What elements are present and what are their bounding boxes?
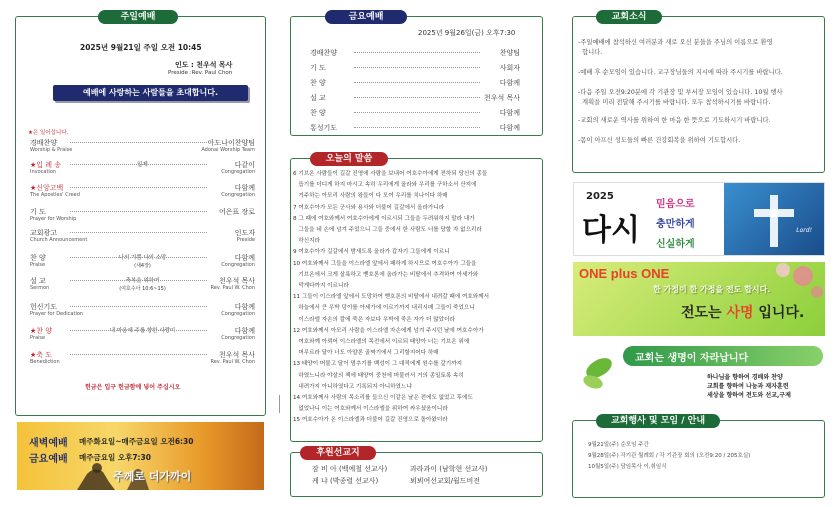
order-item-leader-en: Preside xyxy=(236,237,255,243)
verse-line: 9 여호수아가 길갈에서 밤새도록 올라가 갑자기 그들에게 이르니 xyxy=(293,249,450,256)
news-item: -다음 주일 오전9:20분에 각 기관장 및 부서장 모임이 있습니다. 10월 행사 xyxy=(578,89,783,96)
verse-line: 막게다까지 이르니라 xyxy=(293,283,349,289)
leader-dots xyxy=(70,211,207,212)
order-item-name: ★입 례 송 xyxy=(30,161,62,169)
friday-item xyxy=(310,78,520,88)
order-item-subdetail: (여호수아 10:6~15) xyxy=(119,286,166,292)
dawn-time: 매주화요일~매주금요일 오전6:30 xyxy=(79,437,194,446)
friday-item-name: 기 도 xyxy=(310,64,326,72)
order-item-name: 경배찬양 xyxy=(30,139,58,147)
friday-item-leader: 다함께 xyxy=(499,109,520,117)
verse-line: 7 여호수아가 모든 군사와 용사와 더불어 길갈에서 올라가니라 xyxy=(293,204,445,211)
sunday-title: 주일예배 xyxy=(98,10,178,24)
order-item-leader: 다함께 xyxy=(234,184,255,192)
news-item: 계획을 미리 전달해 주시기를 바랍니다. 모두 참석하시기를 바랍니다. xyxy=(578,99,771,106)
friday-item-leader: 다함께 xyxy=(499,79,520,87)
verse-line: 13 태양이 머물고 달이 멈추기를 백성이 그 대적에게 원수를 갚기까지 xyxy=(293,361,463,368)
banner-line1b: 충만하게 xyxy=(656,219,695,230)
banner-line1 xyxy=(656,195,695,210)
verse-line: 기브온에서 크게 살륙하고 벧호론에 올라가는 비탈에서 추격하여 아세가와 xyxy=(293,271,479,278)
order-item-leader-en: Congregation xyxy=(221,169,255,175)
order-item-subdetail: (새4장) xyxy=(134,263,151,269)
order-item-name: 설 교 xyxy=(30,277,46,285)
order-item-name: 교회광고 xyxy=(30,229,58,237)
welcome-banner: 예배에 사랑하는 사람들을 초대합니다. xyxy=(53,85,248,101)
order-item-en: The Apostles' Creed xyxy=(30,192,80,198)
missionary-b1: 과라과이 (남학현 선교사) xyxy=(410,465,488,473)
dawn-title: 새벽예배 xyxy=(29,438,68,449)
verse-line: 15 여호수아가 온 이스라엘과 더불어 길갈 진영으로 돌아왔더라 xyxy=(293,417,448,424)
friday-title: 금요예배 xyxy=(325,10,407,24)
friday-dots xyxy=(354,112,480,113)
order-item xyxy=(30,326,255,346)
banner-one-line2 xyxy=(681,302,804,322)
leader-dots xyxy=(70,306,207,307)
order-item-name: ★찬 양 xyxy=(30,327,53,335)
friday-title-banner: 금요예배 xyxy=(29,454,68,465)
event-item: 9월28일(주) 각기관 월례회 / 각 기관장 회의 (오전9:20 / 205호실) xyxy=(588,453,751,459)
friday-item-name: 경배찬양 xyxy=(310,49,338,57)
leaf-icon xyxy=(579,348,619,398)
order-item-en: Prayer for Dedication xyxy=(30,311,84,317)
verse-line: 내려가지 아니하였다고 기록되지 아니하였느냐 xyxy=(293,383,412,390)
order-item xyxy=(30,160,255,180)
order-item-en: Sermon xyxy=(30,285,50,291)
order-item-leader-en: Adonai Worship Team xyxy=(201,147,255,153)
missionary-title: 후원선교지 xyxy=(300,446,376,460)
friday-datetime: 2025년 9월26일(금) 오후7:30 xyxy=(418,29,516,37)
friday-dots xyxy=(354,97,480,98)
verse-line: 하신지라 xyxy=(293,238,320,245)
order-item-leader: 아도나이찬양팀 xyxy=(207,139,255,147)
verse-line: 거주하는 아모리 사람의 왕들이 다 모여 우리를 치나이다 하매 xyxy=(293,193,448,200)
order-item-name: 기 도 xyxy=(30,208,46,216)
order-item-en: Benediction xyxy=(30,359,60,365)
order-item xyxy=(30,302,255,322)
banner-line1a: 믿음으로 xyxy=(656,199,695,210)
verse-line: 12 여호와께서 아모리 사람을 이스라엘 자손에게 넘겨 주시던 날에 여호수아가 xyxy=(293,327,484,334)
order-item-detail: 나의 기쁨 나의 소망 xyxy=(118,255,167,261)
friday-item xyxy=(310,123,520,133)
news-item: -몸이 아프신 성도들의 빠른 건강회복을 위하여 기도합시다. xyxy=(578,137,741,144)
banner-big-word: 다시 xyxy=(582,213,640,248)
friday-item-leader: 찬양팀 xyxy=(499,49,520,57)
news-item: -교회의 새로운 역사를 위하여 한 마음 한 뜻으로 기도하시기 바랍니다. xyxy=(578,117,771,124)
order-item-en: Prayer for Worship xyxy=(30,216,77,222)
missionary-row xyxy=(312,476,378,486)
order-item xyxy=(30,207,255,227)
dawn-worship-banner xyxy=(17,422,264,490)
verse-line: 머무르라 달아 너도 아얄론 골짜기에서 그리할지어다 하매 xyxy=(293,350,439,357)
verse-line: 11 그들이 이스라엘 앞에서 도망하여 벧호론의 비탈에서 내려갈 때에 여호와께서 xyxy=(293,294,490,301)
friday-item xyxy=(310,48,520,58)
news-item: -주일예배에 참석하신 여러분과 새로 오신 분들을 주님의 이름으로 환영 xyxy=(578,39,773,46)
leader-dots xyxy=(70,280,207,281)
friday-item-leader: 천우석 목사 xyxy=(483,94,520,102)
order-item xyxy=(30,253,255,273)
order-item-leader-en: Congregation xyxy=(221,262,255,268)
order-item xyxy=(30,350,255,370)
growth-line2: 교회를 향하여 나눔과 재자훈련 xyxy=(707,383,789,390)
order-item-en: Worship & Praise xyxy=(30,147,73,153)
friday-item xyxy=(310,108,520,118)
growth-line3: 세상을 향하여 전도와 선교,구제 xyxy=(707,392,791,399)
banner-growth xyxy=(573,342,825,404)
order-item-leader: 천우석 목사 xyxy=(218,351,255,359)
verse-line: 6 기브온 사람들이 길갈 진영에 사람을 보내어 여호수아에게 전하되 당신의 종들 xyxy=(293,171,488,177)
leader-dots xyxy=(70,257,207,258)
order-item xyxy=(30,276,255,296)
page-divider xyxy=(279,395,280,413)
event-item: 9월21일(주) 순모임 주간 xyxy=(588,442,649,448)
friday-time-banner: 매주금요일 오후7:30 xyxy=(79,453,151,462)
offering-note: 헌금은 입구 헌금함에 넣어 주십시오 xyxy=(85,384,181,391)
missionary-b2: 뵈뵈여선교회/월드비전 xyxy=(410,477,480,485)
verse-line: 하였느니라 야살의 책에 태양이 중천에 머물러서 거의 종일토록 속히 xyxy=(293,372,464,379)
friday-dots xyxy=(354,52,480,53)
friday-dots xyxy=(354,127,480,128)
leader-dots xyxy=(70,164,207,165)
friday-item-name: 찬 양 xyxy=(310,109,326,117)
order-item-name: 찬 양 xyxy=(30,254,46,262)
verse-line: 14 여호와께서 사람의 목소리를 들으신 이같은 날은 전에도 없었고 후에도 xyxy=(293,395,473,401)
verse-line: 없었나니 이는 여호와께서 이스라엘을 위하여 싸우셨음이니라 xyxy=(293,406,448,413)
leader-dots xyxy=(70,232,207,233)
missionary-row xyxy=(410,464,488,474)
dawn-tagline: 주께로 더가까이 xyxy=(113,470,192,483)
verse-line: 10 여호와께서 그들을 이스라엘 앞에서 패하게 하시므로 여호수아가 그들을 xyxy=(293,260,477,267)
order-item-leader: 인도자 xyxy=(234,229,255,237)
banner-one-plus-one xyxy=(573,262,825,336)
order-item-leader: 어은표 장로 xyxy=(218,208,255,216)
banner-one-line2a: 전도는 xyxy=(681,305,722,321)
friday-dots xyxy=(354,82,480,83)
one-plus-one-label: ONE plus ONE xyxy=(579,266,670,281)
banner-one-line1: 한 가정이 한 가정을 전도 합시다. xyxy=(653,285,771,294)
order-item-name: 헌신기도 xyxy=(30,303,58,311)
banner-year: 2025 xyxy=(586,191,614,202)
order-item-en: Praise xyxy=(30,335,46,341)
order-item-leader-en: Rev. Paul W. Chon xyxy=(210,359,255,365)
missionary-a2: 케 냐 (박종렬 선교사) xyxy=(312,477,379,485)
order-item-name: ★신앙고백 xyxy=(30,184,64,192)
order-item xyxy=(30,183,255,203)
sunday-datetime: 2025년 9월21일 주일 오전 10:45 xyxy=(80,43,202,52)
stand-note: ★은 일어섭니다. xyxy=(28,130,69,136)
order-item-leader: 다같이 xyxy=(234,161,255,169)
cross-icon xyxy=(744,191,804,251)
order-item-detail: 내 마음에 주를 향한 사랑이 xyxy=(109,328,176,334)
verse-line: 그들을 네 손에 넘겨 주었으니 그들 중에서 한 사람도 너를 당할 자 없으리라 xyxy=(293,227,482,233)
leader-dots xyxy=(70,354,207,355)
sunday-leader: 인도 : 천우석 목사 xyxy=(175,61,233,69)
verse-line: 하늘에서 큰 우박 덩이를 아세가에 이르기까지 내리시매 그들이 죽었으니 xyxy=(293,305,475,312)
leader-dots xyxy=(70,330,207,331)
order-item-detail: 축복을 위하여 xyxy=(125,278,160,284)
news-item: 합니다. xyxy=(578,49,603,56)
order-item-leader: 다함께 xyxy=(234,254,255,262)
banner-one-line2b: 사명 xyxy=(726,305,754,321)
order-item-leader: 다함께 xyxy=(234,303,255,311)
friday-item-leader: 사회자 xyxy=(499,64,520,72)
order-item-leader-en: Congregation xyxy=(221,192,255,198)
friday-item xyxy=(310,93,520,103)
banner-one-line2c: 입니다. xyxy=(758,305,805,321)
friday-item-leader: 다함께 xyxy=(499,124,520,132)
growth-line1: 하나님을 향하여 경배와 찬양 xyxy=(707,374,783,381)
order-item-name: ★축 도 xyxy=(30,351,53,359)
word-title: 오늘의 말씀 xyxy=(310,152,388,166)
order-item-en: Church Announcement xyxy=(30,237,88,243)
verse-line: 여호와께 아뢰어 이스라엘의 목전에서 이르되 태양아 너는 기브온 위에 xyxy=(293,339,470,345)
order-item-leader: 천우석 목사 xyxy=(218,277,255,285)
verse-line: 이스라엘 자손의 칼에 죽은 자보다 우박에 죽은 자가 더 많았더라 xyxy=(293,316,455,323)
leader-dots xyxy=(70,187,207,188)
order-item-leader-en: Congregation xyxy=(221,335,255,341)
missionary-a1: 잠 비 아 (백예철 선교사) xyxy=(312,465,388,473)
events-panel-frame xyxy=(572,420,825,498)
event-item: 10월5일(주) 담임목사 이,취임식 xyxy=(588,464,667,470)
cross-text: Lord! xyxy=(796,227,812,234)
banner-line2: 신실하게 xyxy=(656,239,695,250)
friday-dots xyxy=(354,67,480,68)
order-item xyxy=(30,138,255,158)
order-item-en: Praise xyxy=(30,262,46,268)
verse-line: 8 그 때에 여호와께서 여호수아에게 이르시되 그들을 두려워하지 말라 내가 xyxy=(293,215,475,222)
news-item: -예배 후 순모임이 있습니다. 교구장님들의 지시에 따라 주시기를 바랍니다. xyxy=(578,69,783,76)
news-title: 교회소식 xyxy=(596,10,662,24)
friday-item-name: 통성기도 xyxy=(310,124,338,132)
friday-item-name: 찬 양 xyxy=(310,79,326,87)
missionary-row xyxy=(410,476,480,486)
order-item-leader-en: Rev. Paul W. Chon xyxy=(210,285,255,291)
order-item-en: Invocation xyxy=(30,169,57,175)
friday-item xyxy=(310,63,520,73)
order-item xyxy=(30,228,255,248)
growth-title: 교회는 생명이 자라납니다 xyxy=(635,353,749,364)
order-item-leader: 다함께 xyxy=(234,327,255,335)
events-title: 교회행사 및 모임 / 안내 xyxy=(596,414,720,428)
missionary-row xyxy=(312,464,387,474)
order-item-leader-en: Congregation xyxy=(221,311,255,317)
verse-line: 돕기를 더디게 하지 마시고 속히 우리에게 올라와 우리를 구하소서 산지에 xyxy=(293,182,477,189)
leader-dots xyxy=(70,142,207,143)
sunday-leader-en: Preside :Rev. Paul Chon xyxy=(168,70,233,76)
banner-2025 xyxy=(573,182,825,256)
order-item-detail: 일제 xyxy=(137,162,148,168)
friday-item-name: 설 교 xyxy=(310,94,326,102)
